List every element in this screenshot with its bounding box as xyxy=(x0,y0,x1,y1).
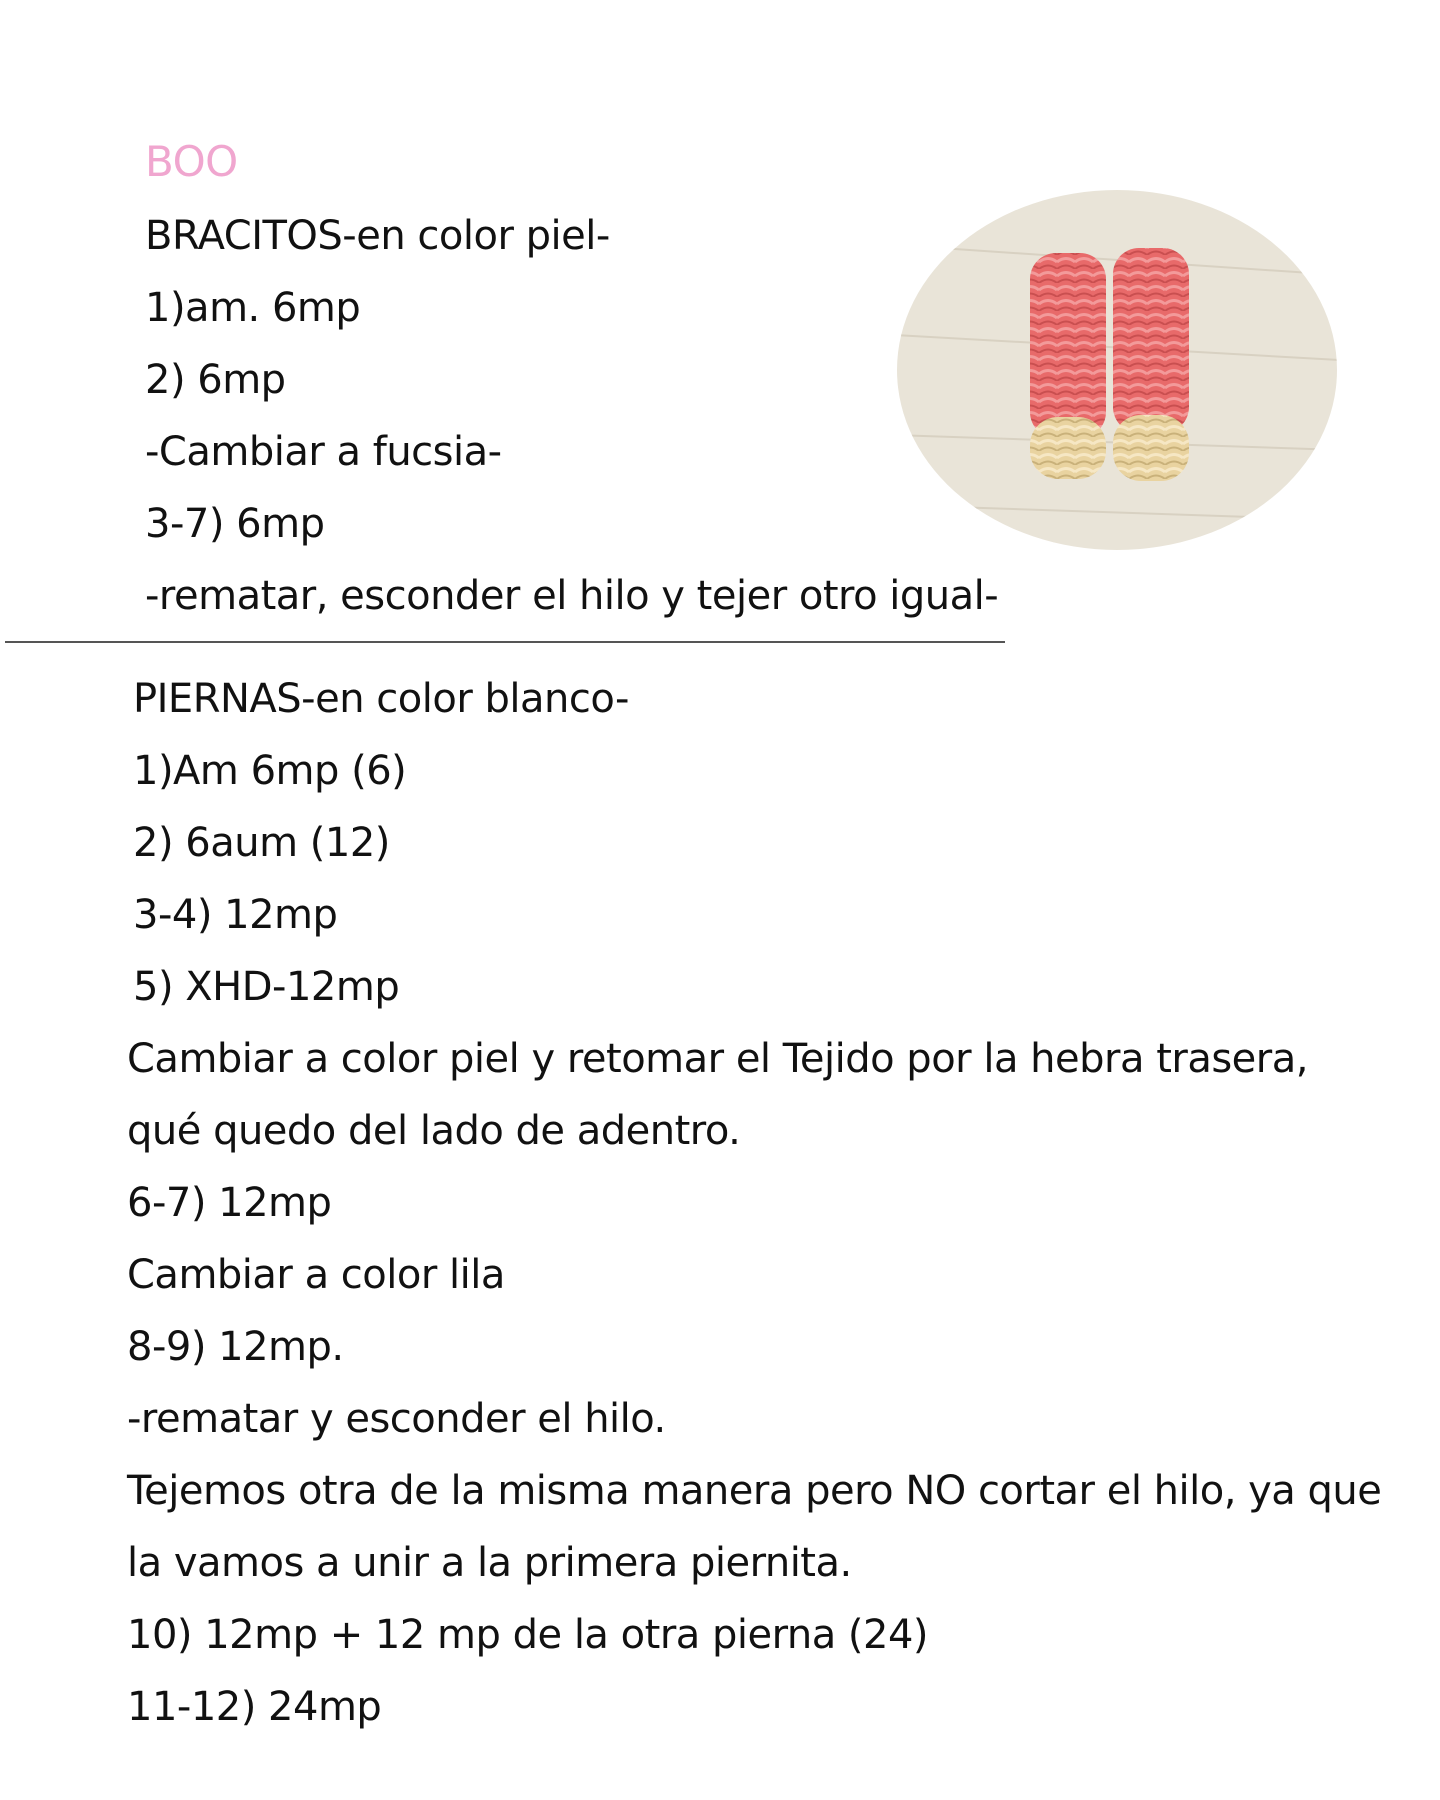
legs-step-14: 11-12) 24mp xyxy=(127,1684,382,1730)
legs-step-4: 5) XHD-12mp xyxy=(133,964,400,1010)
legs-step-6: qué quedo del lado de adentro. xyxy=(127,1108,741,1154)
legs-step-10: -rematar y esconder el hilo. xyxy=(127,1396,666,1442)
arms-step-3: -Cambiar a fucsia- xyxy=(145,429,502,475)
arms-step-5: -rematar, esconder el hilo y tejer otro igual- xyxy=(145,573,999,619)
legs-heading: PIERNAS-en color blanco- xyxy=(133,676,629,722)
arms-heading: BRACITOS-en color piel- xyxy=(145,213,610,259)
legs-step-1: 1)Am 6mp (6) xyxy=(133,748,407,794)
legs-step-12: la vamos a unir a la primera piernita. xyxy=(127,1540,852,1586)
legs-step-2: 2) 6aum (12) xyxy=(133,820,390,866)
legs-step-5: Cambiar a color piel y retomar el Tejido por la hebra trasera, xyxy=(127,1036,1308,1082)
legs-step-7: 6-7) 12mp xyxy=(127,1180,332,1226)
crochet-arm-left xyxy=(1030,253,1106,479)
crochet-arms-photo xyxy=(895,185,1340,555)
legs-step-9: 8-9) 12mp. xyxy=(127,1324,344,1370)
page-title: BOO xyxy=(145,137,238,186)
crochet-arm-right xyxy=(1113,248,1189,481)
legs-step-8: Cambiar a color lila xyxy=(127,1252,505,1298)
arms-step-4: 3-7) 6mp xyxy=(145,501,325,547)
arms-step-1: 1)am. 6mp xyxy=(145,285,361,331)
legs-step-11: Tejemos otra de la misma manera pero NO cortar el hilo, ya que xyxy=(127,1468,1382,1514)
arms-step-2: 2) 6mp xyxy=(145,357,286,403)
legs-step-13: 10) 12mp + 12 mp de la otra pierna (24) xyxy=(127,1612,929,1658)
section-divider xyxy=(5,641,1005,643)
legs-step-3: 3-4) 12mp xyxy=(133,892,338,938)
